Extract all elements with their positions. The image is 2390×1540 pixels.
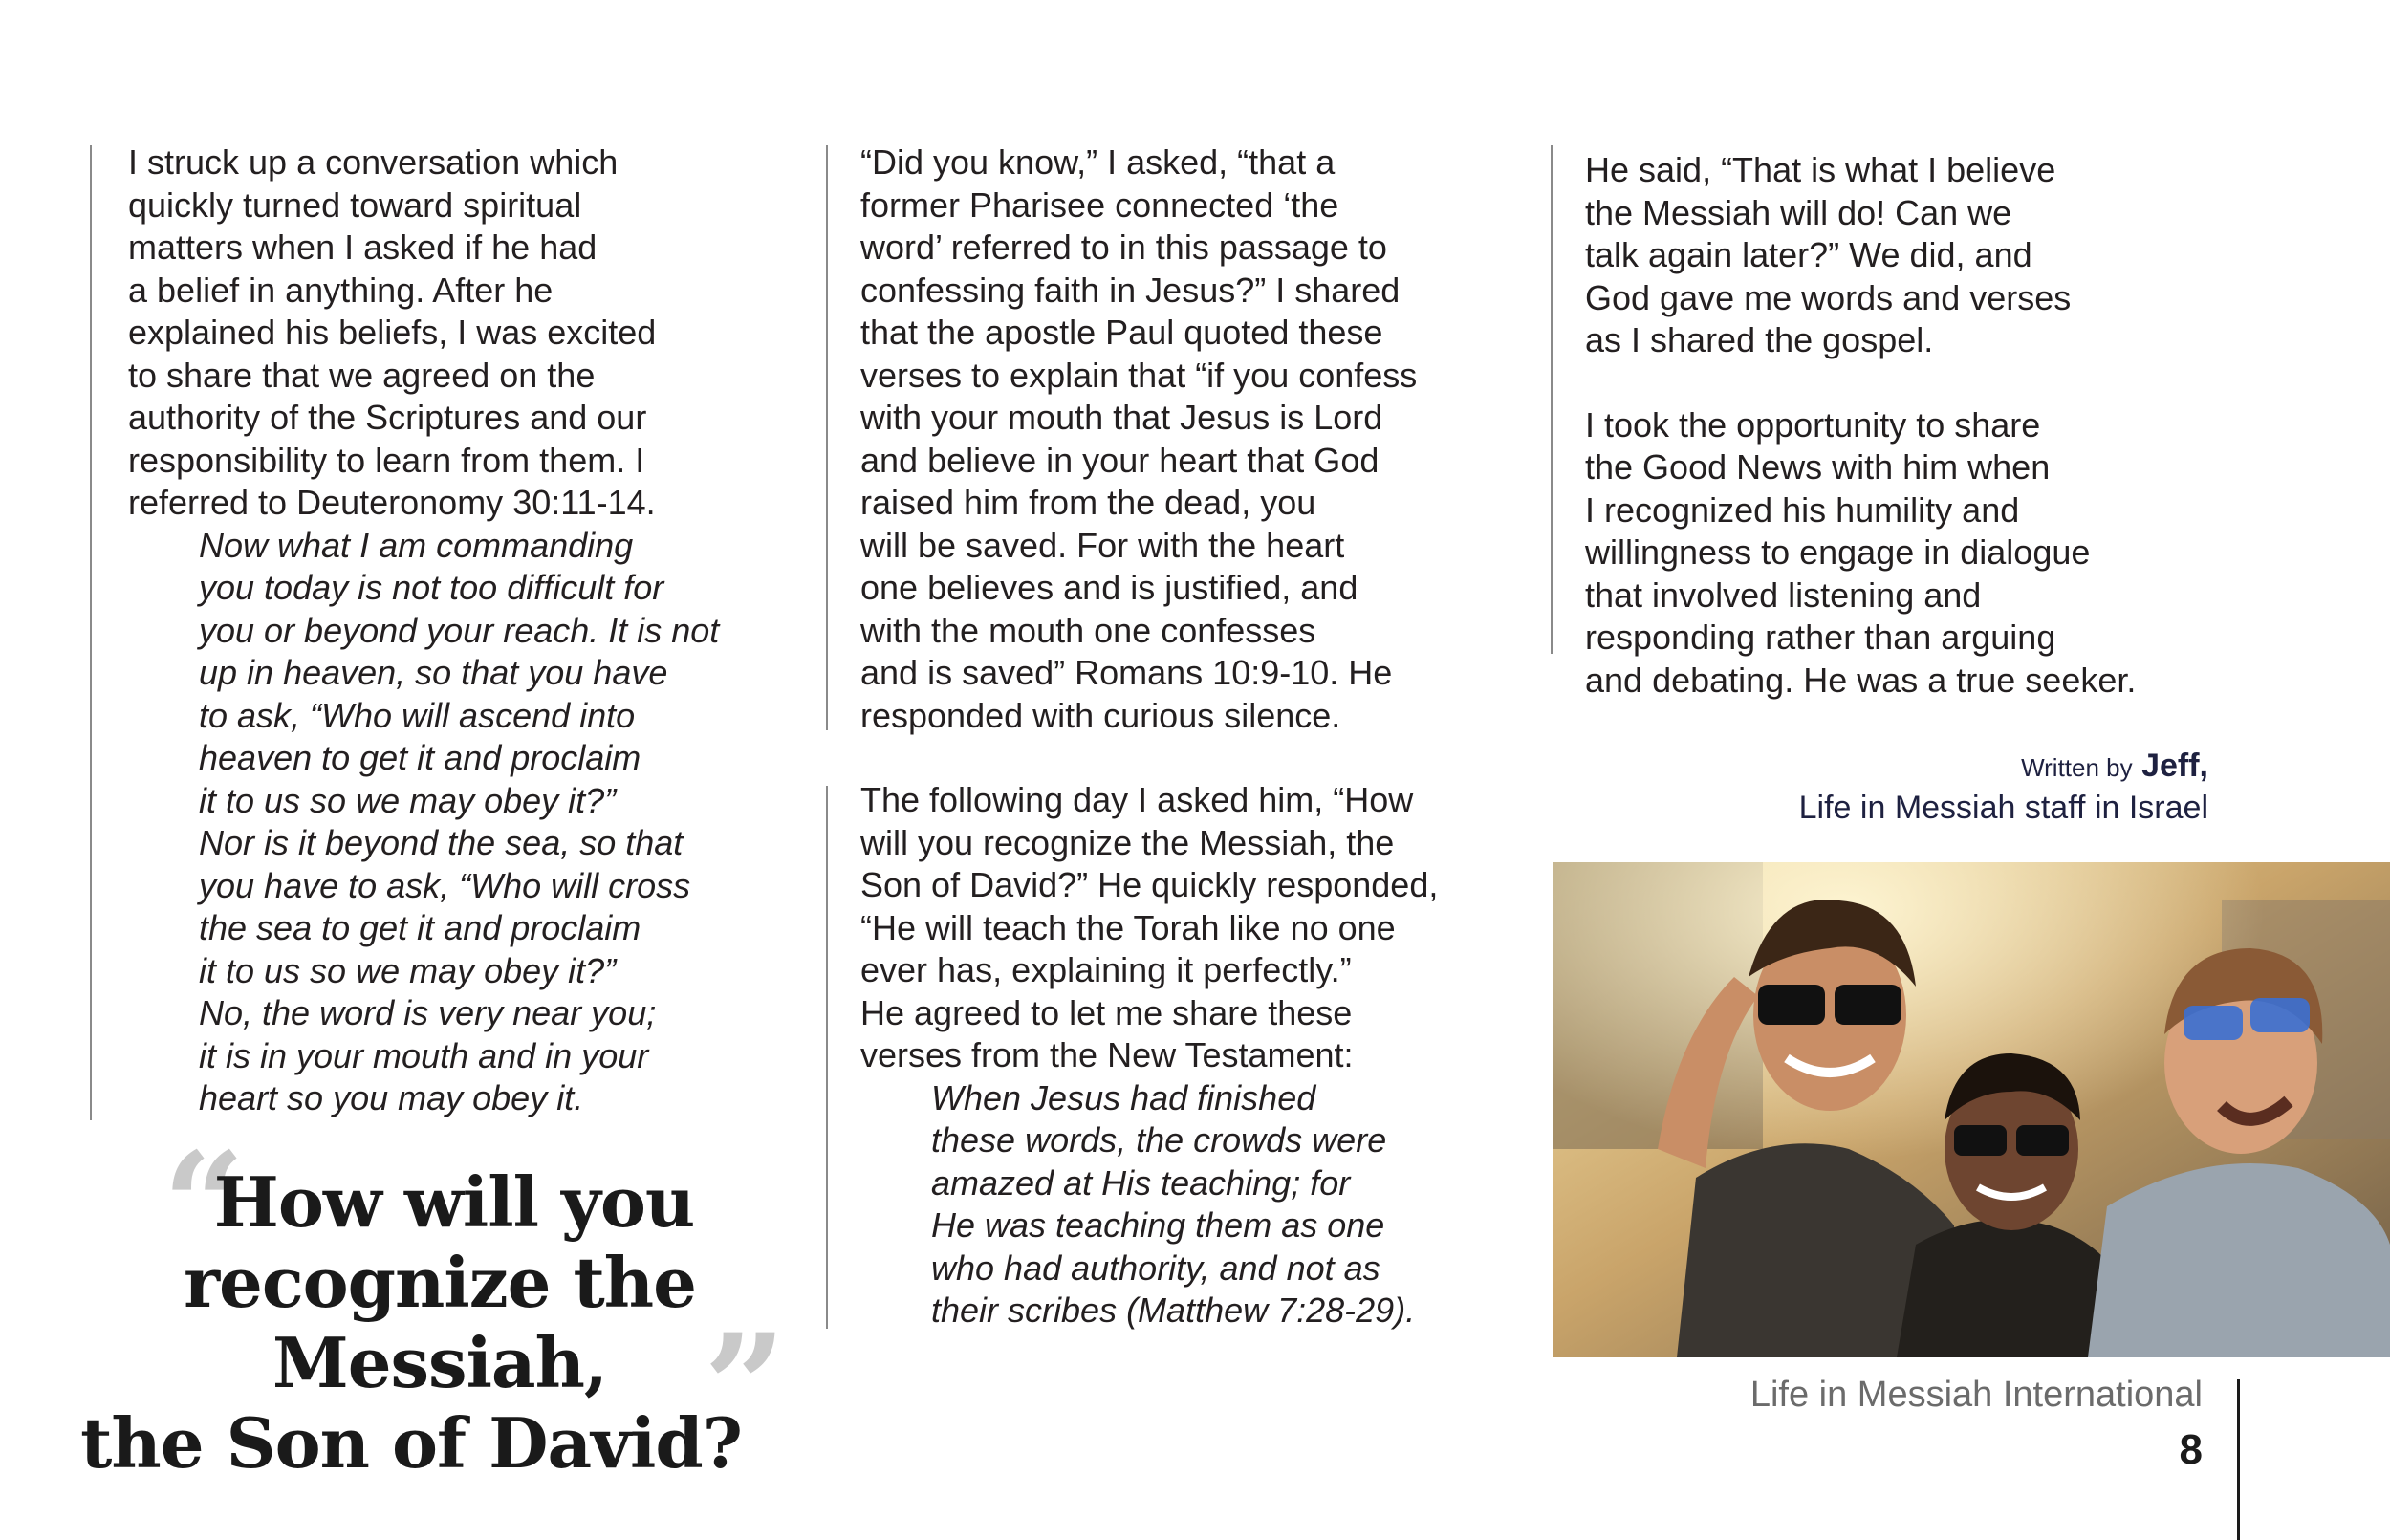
publication-name: Life in Messiah International xyxy=(1749,1375,2203,1415)
byline-prefix: Written by xyxy=(2021,753,2133,782)
column2-para2: The following day I asked him, “How will you recognize the Messiah, the Son of David?” He quickly responded, “He will teach the Torah like no one ever has, explaining it perfectly.” He agreed to let me share these verses from the New Testament: xyxy=(860,780,1439,1074)
pull-quote-line2: recognize the Messiah, xyxy=(184,1242,696,1403)
footer-rule xyxy=(2237,1379,2240,1540)
column2-scripture: When Jesus had finished these words, the crowds were amazed at His teaching; for He was teaching them as one who had authority, and not as their scribes (Matthew 7:28-29). xyxy=(931,1077,1416,1330)
column1-rule xyxy=(90,145,92,1120)
byline-author: Jeff, xyxy=(2141,748,2208,784)
paragraph-gap xyxy=(1585,362,2273,404)
column3-rule xyxy=(1551,145,1553,654)
column1-scripture: Now what I am commanding you today is not too difficult for you or beyond your reach. It is not up in heaven, so that you have to ask, “Who will ascend into heaven to get it and proclaim it to us so we may obey it?” Nor is it beyond the sea, so that you have to ask, “Who will cross the sea to get it and proclaim it to us so we may obey it?” No, the word is very near you; it is in your mouth and in your heart so you may obey it. xyxy=(199,525,720,1117)
pull-quote-line1: How will you xyxy=(213,1161,695,1243)
byline xyxy=(1799,746,2208,828)
column1 xyxy=(128,141,816,1120)
column3 xyxy=(1585,149,2273,702)
pull-quote xyxy=(76,1162,803,1484)
photo-three-friends xyxy=(1553,862,2390,1357)
column3-para2: I took the opportunity to share the Good News with him when I recognized his humility and willingness to engage in dialogue that involved listening and responding rather than arguing and debating. He was a true seeker. xyxy=(1585,404,2137,700)
column2-rule-bottom xyxy=(826,786,828,1329)
page-number: 8 xyxy=(2179,1426,2203,1473)
open-quote-mark-icon: “ xyxy=(163,1121,246,1290)
column2 xyxy=(860,141,1530,1333)
column1-intro: I struck up a conversation which quickly turned toward spiritual matters when I asked if he had a belief in anything. After he explained his beliefs, I was excited to share that we agreed on the authority of the Scriptures and our responsibility to learn from them. I referred to Deuteronomy 30:11-14. xyxy=(128,142,657,522)
column2-rule-top xyxy=(826,145,828,730)
pull-quote-line3: the Son of David? xyxy=(80,1402,742,1484)
byline-role: Life in Messiah staff in Israel xyxy=(1798,790,2208,826)
close-quote-mark-icon: ” xyxy=(704,1303,787,1471)
paragraph-gap xyxy=(860,737,1530,779)
column3-para1: He said, “That is what I believe the Messiah will do! Can we talk again later?” We did, and God gave me words and verses as I shared the gospel. xyxy=(1585,150,2072,359)
column2-para1: “Did you know,” I asked, “that a former Pharisee connected ‘the word’ referred to in this passage to confessing faith in Jesus?” I shared that the apostle Paul quoted these verses to explain that “if you confess with your mouth that Jesus is Lord and believe in your heart that God raised him from the dead, you will be saved. For with the heart one believes and is justified, and with the mouth one confesses and is saved” Romans 10:9-10. He responded with curious silence. xyxy=(860,142,1418,735)
